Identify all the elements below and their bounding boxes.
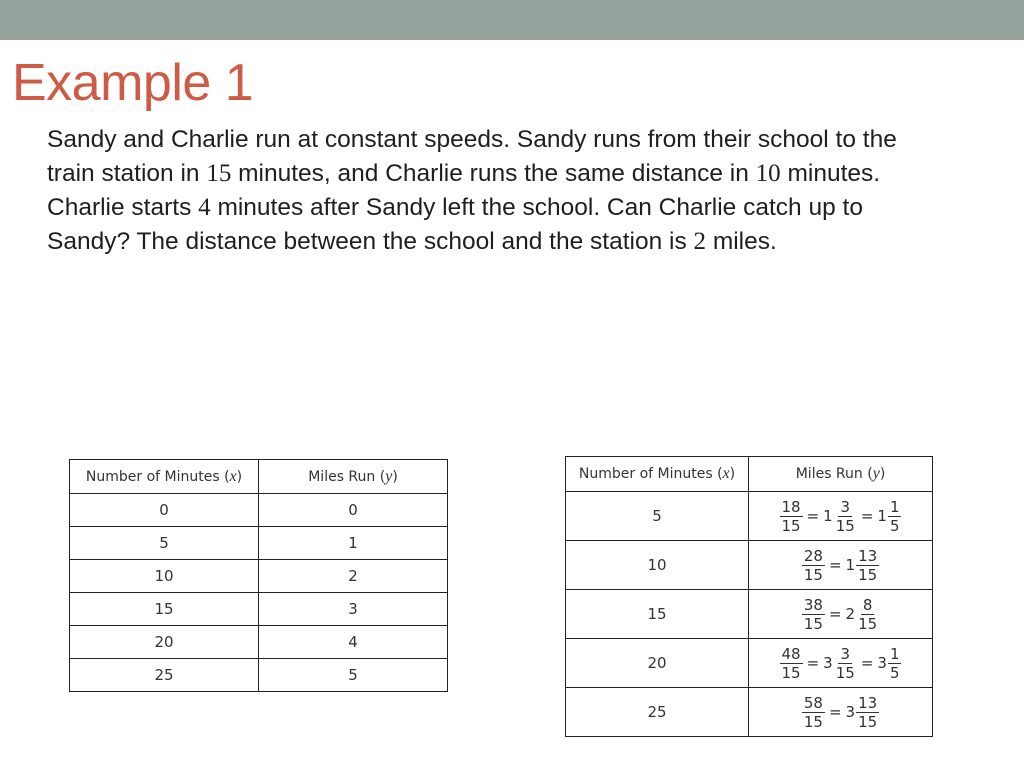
cell-miles (749, 639, 933, 688)
miles-expression (779, 498, 903, 535)
equals-sign: = (828, 703, 842, 721)
numerator: 58 (803, 693, 823, 712)
numerator: 3 (840, 644, 851, 663)
cell-minutes: 0 (70, 494, 259, 527)
fraction (834, 498, 857, 535)
denominator: 15 (835, 516, 855, 535)
denominator: 15 (858, 565, 878, 584)
denominator: 15 (781, 663, 801, 682)
denominator: 5 (889, 663, 900, 682)
problem-text: minutes after Sandy left the school. Can Charlie catch up to Sandy? The distance between the school and the station is (47, 194, 863, 255)
numerator: 38 (803, 595, 823, 614)
table-row (70, 593, 448, 626)
table-charlie-miles (565, 456, 933, 737)
numerator: 1 (889, 497, 900, 516)
equals-sign: = (806, 654, 820, 672)
denominator: 15 (835, 663, 855, 682)
whole-number: 3 (877, 654, 887, 672)
table-row (566, 541, 933, 590)
cell-miles: 1 (259, 527, 448, 560)
numerator: 48 (781, 644, 801, 663)
cell-minutes: 10 (566, 541, 749, 590)
header-miles: Miles Run (y) (749, 457, 933, 492)
slide-title: Example 1 (12, 54, 254, 112)
numerator: 3 (840, 497, 851, 516)
numerator: 1 (889, 644, 900, 663)
table-row (70, 626, 448, 659)
cell-minutes: 10 (70, 560, 259, 593)
problem-text: miles. (706, 228, 777, 255)
numerator: 28 (803, 546, 823, 565)
header-minutes: Number of Minutes (x) (70, 460, 259, 494)
table-row (70, 494, 448, 527)
denominator: 5 (889, 516, 900, 535)
problem-text: minutes. Charlie starts (47, 160, 881, 221)
table-row (566, 688, 933, 737)
table-row (566, 639, 933, 688)
cell-minutes: 15 (70, 593, 259, 626)
denominator: 15 (803, 712, 823, 731)
problem-number: 4 (198, 194, 211, 221)
whole-number: 3 (845, 703, 856, 721)
miles-expression (801, 694, 880, 731)
fraction (802, 547, 825, 584)
table-row (70, 659, 448, 692)
cell-minutes: 25 (70, 659, 259, 692)
fraction (834, 645, 857, 682)
cell-miles (749, 590, 933, 639)
whole-number: 1 (845, 556, 856, 574)
fraction (856, 694, 879, 731)
cell-minutes: 5 (70, 527, 259, 560)
numerator: 18 (781, 497, 801, 516)
cell-minutes: 5 (566, 492, 749, 541)
fraction (856, 596, 879, 633)
fraction (780, 498, 803, 535)
problem-number: 2 (693, 228, 707, 255)
cell-miles: 5 (259, 659, 448, 692)
whole-number: 1 (823, 507, 833, 525)
table-row (70, 527, 448, 560)
numerator: 8 (862, 595, 873, 614)
miles-expression (801, 547, 880, 584)
table-header-row (70, 460, 448, 494)
fraction (780, 645, 803, 682)
cell-miles: 2 (259, 560, 448, 593)
cell-miles (749, 541, 933, 590)
problem-text: minutes, and Charlie runs the same distance in (231, 160, 756, 187)
table-row (566, 492, 933, 541)
table-row (70, 560, 448, 593)
cell-minutes: 15 (566, 590, 749, 639)
cell-minutes: 25 (566, 688, 749, 737)
table-row (566, 590, 933, 639)
equals-sign: = (806, 507, 820, 525)
header-miles: Miles Run (y) (259, 460, 448, 494)
cell-miles: 3 (259, 593, 448, 626)
numerator: 13 (858, 546, 878, 565)
fraction (856, 547, 879, 584)
problem-number: 15 (206, 160, 232, 187)
equals-sign: = (860, 654, 874, 672)
whole-number: 3 (823, 654, 833, 672)
table-sandy-miles (69, 459, 448, 692)
fraction (888, 498, 902, 535)
equals-sign: = (828, 605, 842, 623)
whole-number: 2 (845, 605, 856, 623)
whole-number: 1 (877, 507, 887, 525)
miles-expression (779, 645, 903, 682)
denominator: 15 (803, 614, 823, 633)
miles-expression (801, 596, 880, 633)
cell-miles (749, 492, 933, 541)
problem-text: Sandy and Charlie run at constant speeds. Sandy runs from their school to the train station in (47, 126, 897, 187)
cell-miles (749, 688, 933, 737)
equals-sign: = (860, 507, 874, 525)
problem-number: 10 (755, 160, 781, 187)
cell-miles: 0 (259, 494, 448, 527)
numerator: 13 (858, 693, 878, 712)
cell-minutes: 20 (70, 626, 259, 659)
equals-sign: = (828, 556, 842, 574)
cell-minutes: 20 (566, 639, 749, 688)
fraction (802, 694, 825, 731)
cell-miles: 4 (259, 626, 448, 659)
slide-header-bar (0, 0, 1024, 40)
denominator: 15 (803, 565, 823, 584)
header-minutes: Number of Minutes (x) (566, 457, 749, 492)
table-header-row (566, 457, 933, 492)
denominator: 15 (858, 712, 878, 731)
fraction (802, 596, 825, 633)
problem-statement (47, 123, 927, 259)
denominator: 15 (858, 614, 878, 633)
denominator: 15 (781, 516, 801, 535)
fraction (888, 645, 902, 682)
